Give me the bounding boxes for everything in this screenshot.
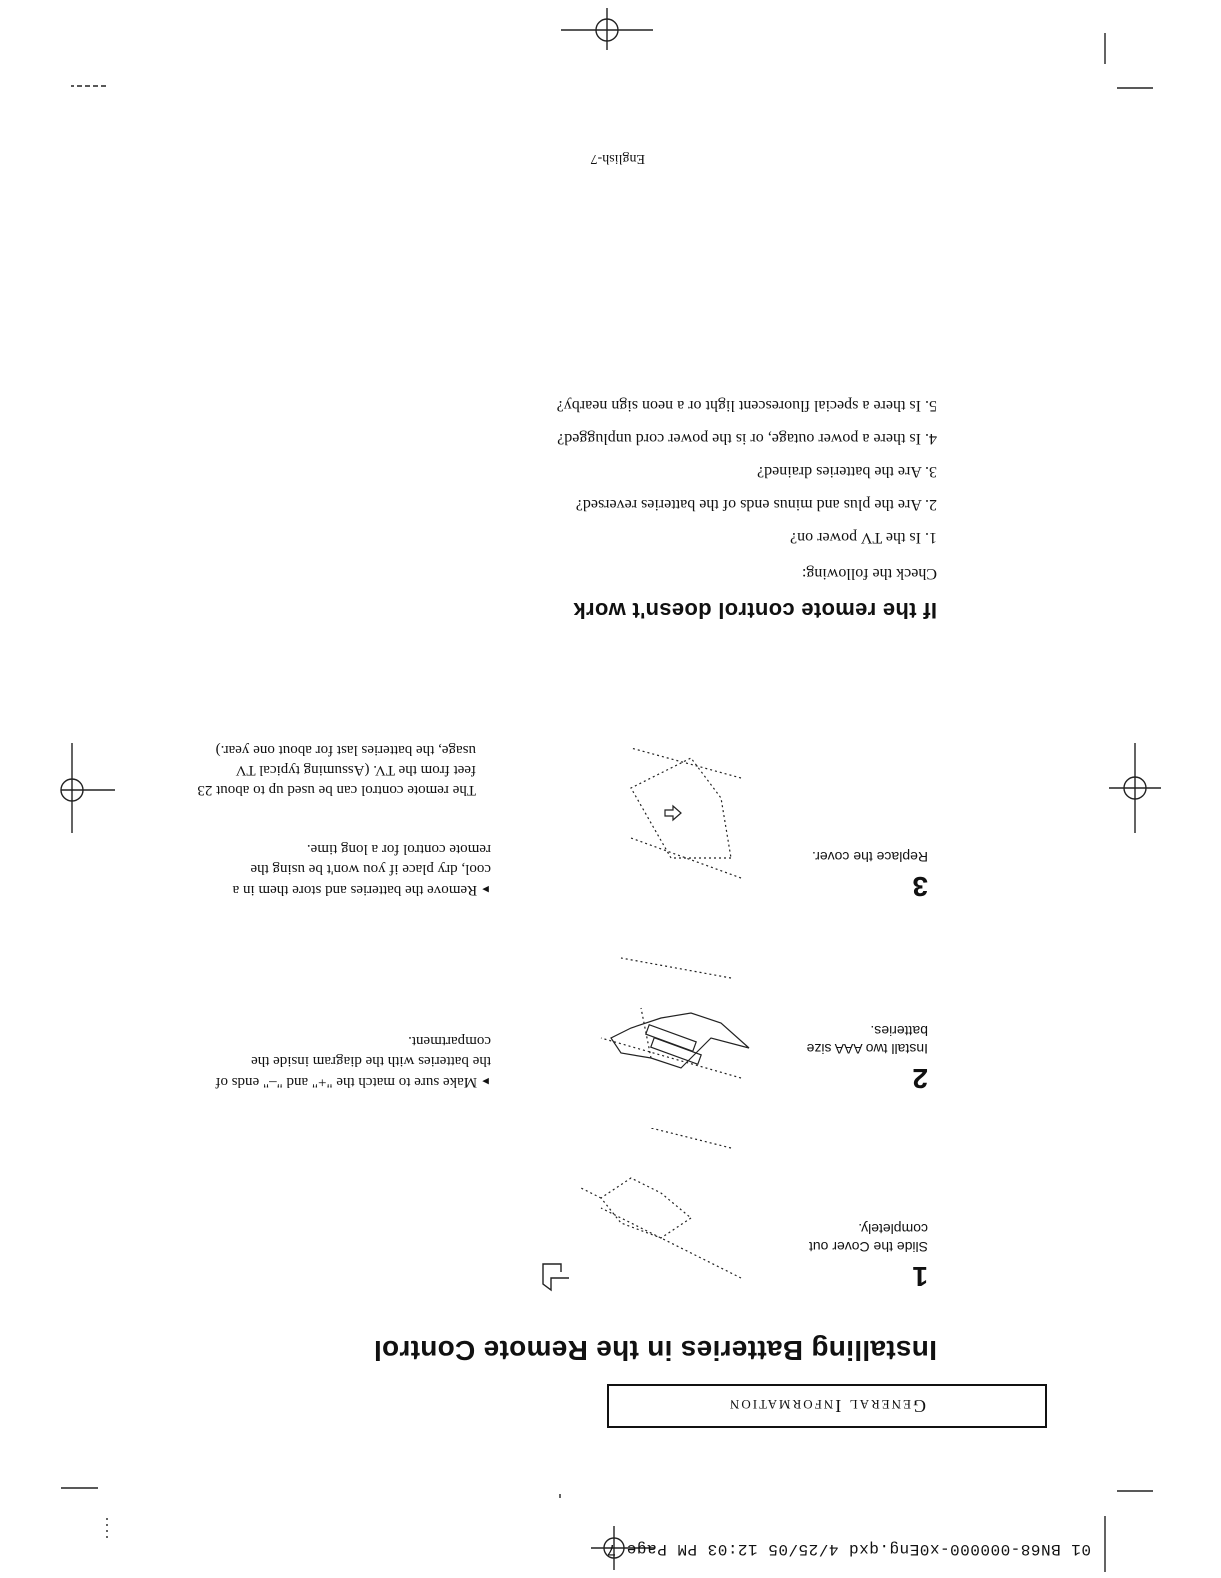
- list-item: 2. Are the plus and minus ends of the batteries reversed?: [575, 496, 937, 513]
- step-3-note: [211, 839, 491, 900]
- step-2-number: 2: [912, 1063, 928, 1094]
- step-1-number: 1: [912, 1261, 928, 1292]
- step-2-note-text: Make sure to match the "+" and "–" ends of the batteries with the diagram inside the compartment.: [215, 1033, 491, 1090]
- step-2-text: Install two AAA size batteries.: [806, 1023, 928, 1057]
- list-item: 5. Is there a special fluorescent light or a neon sign nearby?: [556, 397, 937, 414]
- list-item: 1. Is the TV power on?: [790, 529, 937, 546]
- print-slug: 01 BN68-000000-x0Eng.qxd 4/25/05 12:03 PM Page 7: [606, 1540, 1091, 1558]
- step-1-text: Slide the Cover out completely.: [808, 1221, 928, 1255]
- page-number: English-7: [590, 151, 645, 166]
- step-2-note: [211, 1031, 491, 1092]
- install-batteries-illustration: [511, 948, 751, 1098]
- troubleshooting-title: If the remote control doesn't work: [573, 598, 937, 623]
- slide-cover-illustration: [511, 1128, 751, 1298]
- range-note: The remote control can be used up to about 23 feet from the TV. (Assuming typical TV usage, the batteries last for about one year.): [197, 742, 476, 798]
- section-header-label: General Information: [728, 1396, 926, 1417]
- arrow-icon: [543, 1264, 569, 1290]
- step-3-text: Replace the cover.: [812, 849, 928, 865]
- bullet-icon: ►: [480, 883, 491, 895]
- page-title: Installing Batteries in the Remote Control: [373, 1335, 937, 1366]
- step-3-number: 3: [912, 871, 928, 902]
- check-list: [557, 389, 937, 554]
- list-item: 4. Is there a power outage, or is the power cord unplugged?: [557, 430, 937, 447]
- section-header: [607, 1384, 1047, 1428]
- step-3-note-text: Remove the batteries and store them in a cool, dry place if you won't be using the remote control for a long time.: [232, 841, 491, 898]
- replace-cover-illustration: [511, 738, 751, 898]
- list-item: 3. Are the batteries drained?: [757, 463, 937, 480]
- bullet-icon: ►: [480, 1075, 491, 1087]
- check-intro: Check the following:: [801, 565, 937, 582]
